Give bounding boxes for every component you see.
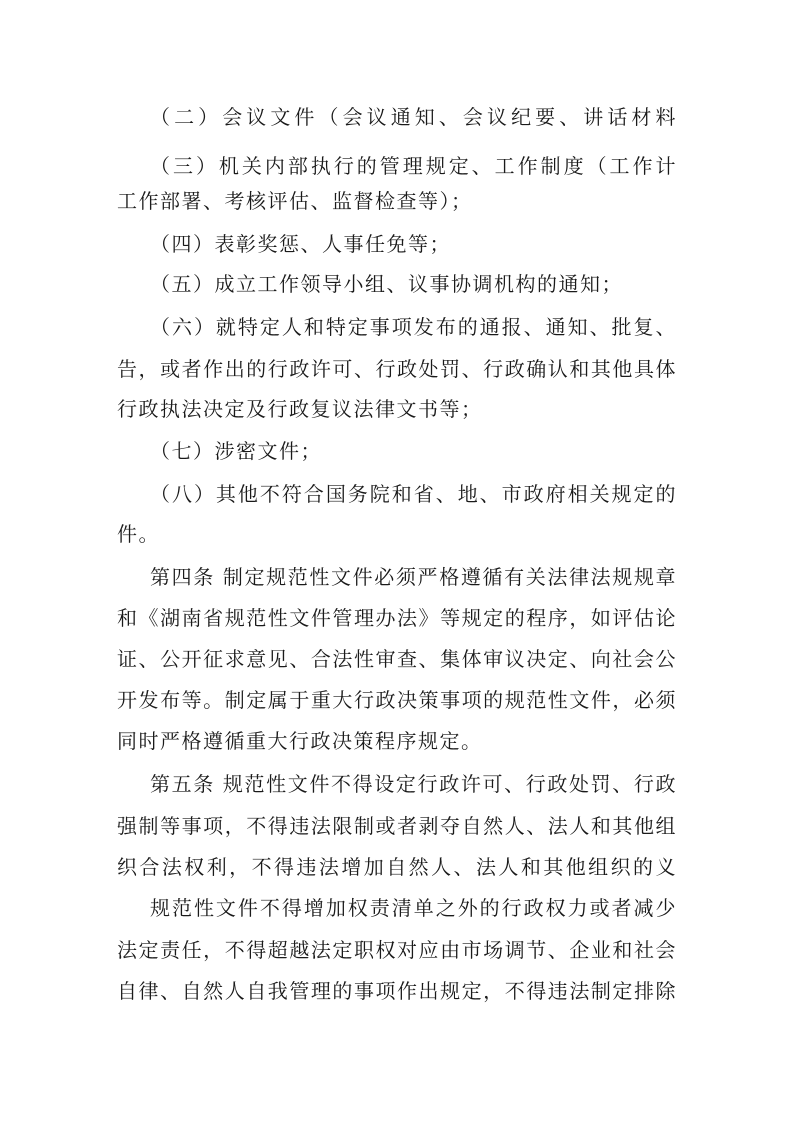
- text-line: 和《湖南省规范性文件管理办法》等规定的程序，如评估论: [117, 606, 677, 630]
- text-line: 强制等事项，不得违法限制或者剥夺自然人、法人和其他组: [117, 814, 677, 838]
- text-line: （六）就特定人和特定事项发布的通报、通知、批复、: [150, 315, 677, 339]
- text-line: 件。: [117, 522, 160, 546]
- text-line: 织合法权利，不得违法增加自然人、法人和其他组织的义: [117, 855, 677, 879]
- text-line: 同时严格遵循重大行政决策程序规定。: [117, 729, 483, 753]
- text-line: 证、公开征求意见、合法性审查、集体审议决定、向社会公: [117, 647, 677, 671]
- text-line: （二）会议文件（会议通知、会议纪要、讲话材料: [150, 105, 677, 129]
- article-4-heading-line: 第四条 制定规范性文件必须严格遵循有关法律法规规章: [150, 565, 677, 589]
- article-5-heading-line: 第五条 规范性文件不得设定行政许可、行政处罚、行政: [150, 772, 677, 796]
- text-line: 规范性文件不得增加权责清单之外的行政权力或者减少: [150, 896, 677, 920]
- text-line: （八）其他不符合国务院和省、地、市政府相关规定的: [150, 482, 677, 506]
- text-line: （三）机关内部执行的管理规定、工作制度（工作计: [150, 154, 677, 178]
- text-line: （四）表彰奖惩、人事任免等；: [150, 232, 451, 256]
- text-line: 工作部署、考核评估、监督检查等）；: [117, 189, 473, 213]
- text-line: 行政执法决定及行政复议法律文书等；: [117, 397, 483, 421]
- text-line: 自律、自然人自我管理的事项作出规定，不得违法制定排除: [117, 979, 677, 1003]
- text-line: 法定责任，不得超越法定职权对应由市场调节、企业和社会: [117, 938, 677, 962]
- text-line: 告，或者作出的行政许可、行政处罚、行政确认和其他具体: [117, 357, 677, 381]
- text-line: （五）成立工作领导小组、议事协调机构的通知；: [150, 272, 623, 296]
- text-line: 开发布等。制定属于重大行政决策事项的规范性文件，必须: [117, 688, 677, 712]
- text-line: （七）涉密文件；: [150, 439, 322, 463]
